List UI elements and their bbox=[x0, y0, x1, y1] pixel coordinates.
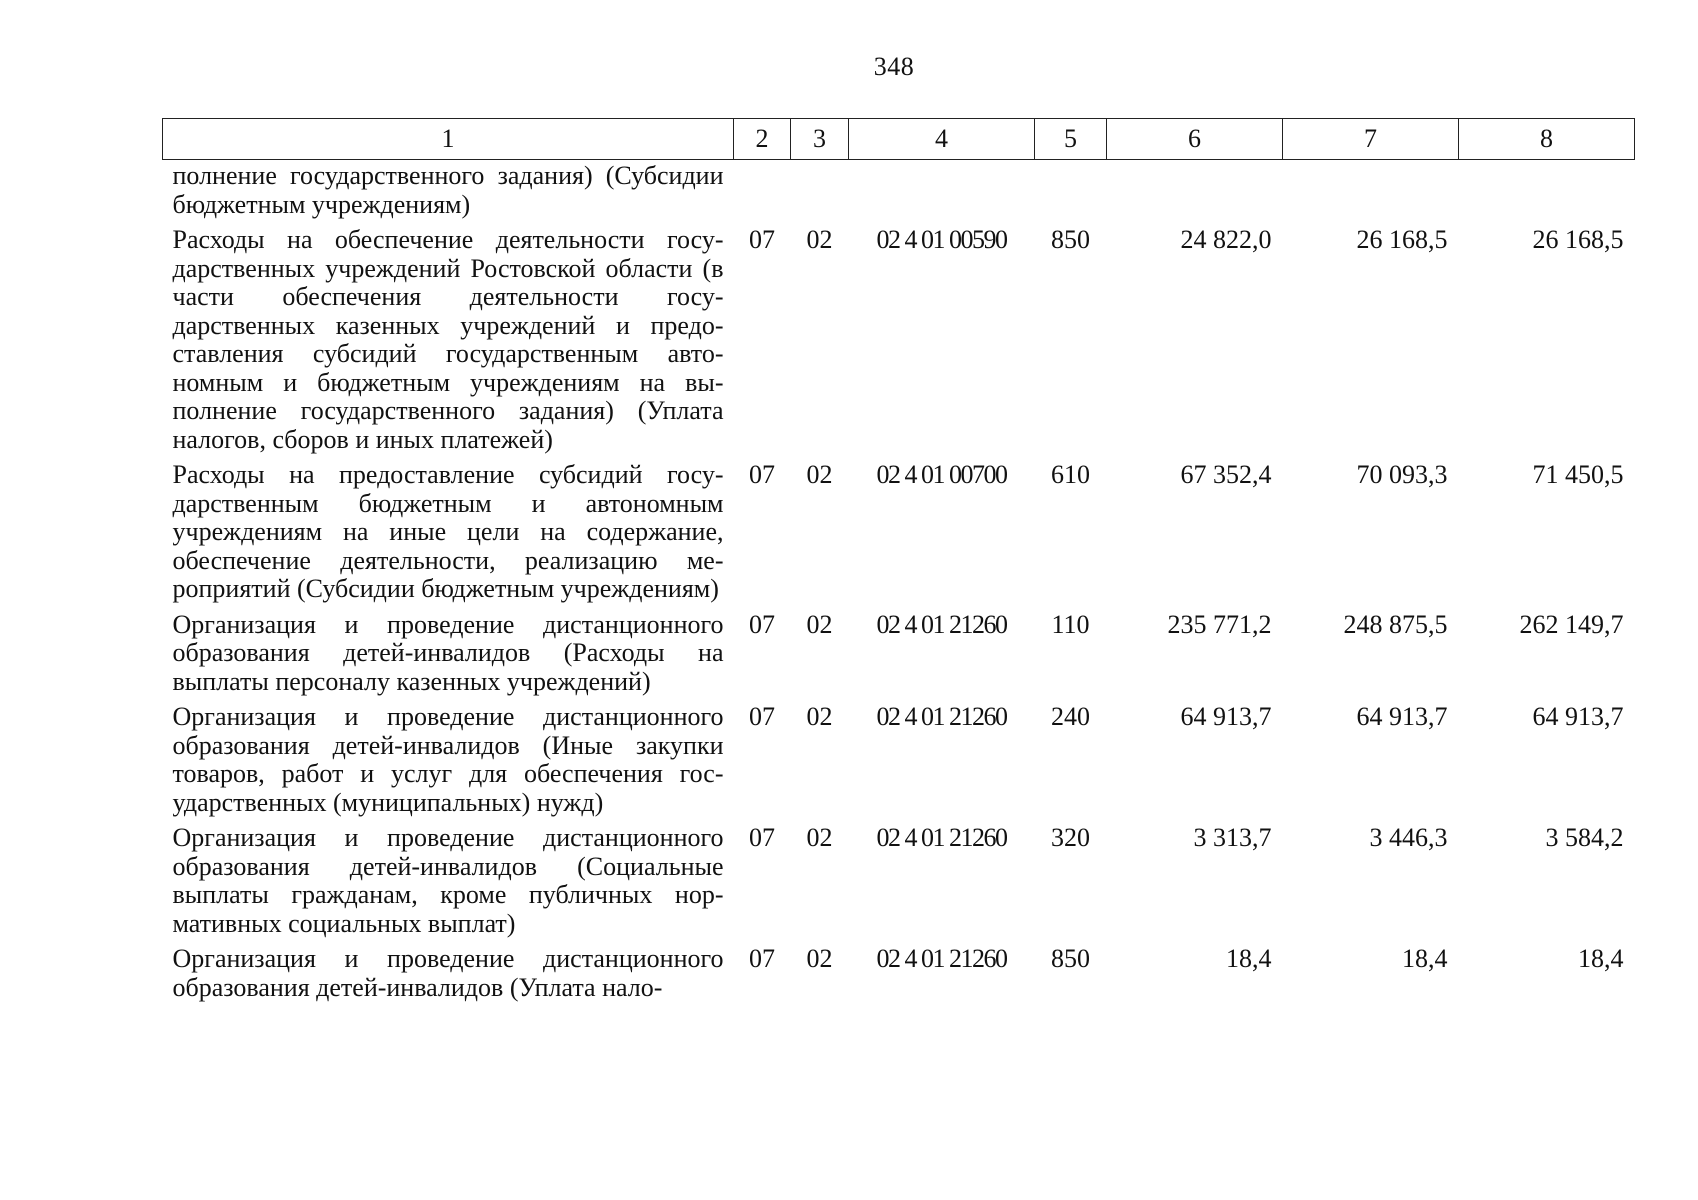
row-amount-col7: 3 446,3 bbox=[1369, 823, 1448, 852]
row-expense-type: 240 bbox=[1051, 702, 1090, 731]
header-col-7: 7 bbox=[1283, 119, 1459, 160]
row-amount-col8 bbox=[1459, 160, 1635, 227]
table-row bbox=[163, 461, 1635, 611]
table-row bbox=[163, 703, 1635, 824]
row-description: Организация и проведение дистанционного образования детей-инвалидов (Расходы на выплаты персоналу казенных учреждений) bbox=[172, 609, 724, 696]
row-expense-type: 850 bbox=[1051, 225, 1090, 254]
page-number: 348 bbox=[873, 52, 915, 81]
row-section: 07 bbox=[749, 609, 775, 639]
row-expense-type: 850 bbox=[1051, 944, 1090, 973]
budget-table bbox=[162, 118, 1635, 1009]
header-col-1: 1 bbox=[163, 119, 734, 160]
row-expense-type: 320 bbox=[1051, 823, 1090, 852]
header-col-6: 6 bbox=[1107, 119, 1283, 160]
row-subsection: 02 bbox=[806, 225, 833, 254]
row-description: Расходы на обеспечение деятельности государственных учреждений Ростовской области (в части обеспечения деятельности государственных казенных учреждений и предоставления субсидий государственным автономным и бюджетным учреждениям на выполнение государственного задания) (Уплата налогов, сборов и иных платежей) bbox=[172, 225, 724, 454]
row-section: 07 bbox=[749, 225, 775, 254]
row-target-article: 02 4 01 21260 bbox=[876, 609, 1007, 639]
table-body bbox=[163, 160, 1635, 1010]
row-expense-type bbox=[1035, 160, 1107, 227]
row-target-article: 02 4 01 00700 bbox=[876, 460, 1007, 489]
header-col-2: 2 bbox=[734, 119, 791, 160]
row-amount-col6: 3 313,7 bbox=[1193, 823, 1272, 852]
header-col-4: 4 bbox=[849, 119, 1035, 160]
row-expense-type: 110 bbox=[1051, 609, 1090, 639]
row-subsection: 02 bbox=[806, 609, 833, 639]
row-subsection: 02 bbox=[806, 823, 833, 852]
row-section: 07 bbox=[749, 944, 775, 973]
row-section: 07 bbox=[749, 702, 775, 731]
header-row bbox=[163, 119, 1635, 160]
row-subsection: 02 bbox=[806, 702, 833, 731]
row-amount-col7: 70 093,3 bbox=[1356, 460, 1448, 489]
header-col-3: 3 bbox=[791, 119, 849, 160]
row-section: 07 bbox=[749, 823, 775, 852]
header-col-5: 5 bbox=[1035, 119, 1107, 160]
row-amount-col6 bbox=[1107, 160, 1283, 227]
row-amount-col8: 3 584,2 bbox=[1545, 823, 1624, 852]
row-amount-col6: 64 913,7 bbox=[1180, 702, 1272, 731]
row-amount-col6: 18,4 bbox=[1226, 944, 1272, 973]
row-amount-col6: 24 822,0 bbox=[1180, 225, 1272, 254]
row-amount-col7: 26 168,5 bbox=[1356, 225, 1448, 254]
table-row bbox=[163, 824, 1635, 945]
table-row bbox=[163, 160, 1635, 227]
row-amount-col7 bbox=[1283, 160, 1459, 227]
row-subsection bbox=[791, 160, 849, 227]
row-target-article: 02 4 01 00590 bbox=[876, 225, 1007, 254]
row-amount-col6: 235 771,2 bbox=[1167, 609, 1272, 639]
header-col-8: 8 bbox=[1459, 119, 1635, 160]
row-target-article: 02 4 01 21260 bbox=[876, 823, 1007, 852]
row-target-article: 02 4 01 21260 bbox=[876, 944, 1007, 973]
row-target-article: 02 4 01 21260 bbox=[876, 702, 1007, 731]
row-subsection: 02 bbox=[806, 460, 833, 489]
row-description: Организация и проведение дистанционного образования детей-инвалидов (Уплата нало- bbox=[172, 944, 724, 1002]
row-amount-col7: 248 875,5 bbox=[1343, 609, 1448, 639]
row-description: полнение государственного задания) (Субсидии бюджетным учреждениям) bbox=[172, 161, 724, 219]
row-description: Расходы на предоставление субсидий государственным бюджетным и автономным учреждениям на иные цели на содержание, обеспечение деятельности, реализацию мероприятий (Субсидии бюджетным учреждениям) bbox=[172, 460, 724, 603]
row-amount-col6: 67 352,4 bbox=[1180, 460, 1272, 489]
table-header bbox=[163, 119, 1635, 160]
row-section: 07 bbox=[749, 460, 775, 489]
table-row bbox=[163, 945, 1635, 1009]
table-row bbox=[163, 611, 1635, 704]
row-amount-col8: 18,4 bbox=[1578, 944, 1624, 973]
row-expense-type: 610 bbox=[1051, 460, 1090, 489]
row-subsection: 02 bbox=[806, 944, 833, 973]
row-amount-col8: 262 149,7 bbox=[1519, 609, 1624, 639]
table-row bbox=[163, 226, 1635, 461]
row-section bbox=[734, 160, 791, 227]
row-description: Организация и проведение дистанционного образования детей-инвалидов (Иные закупки товаров, работ и услуг для обеспечения государственных (муниципальных) нужд) bbox=[172, 702, 724, 817]
row-amount-col8: 71 450,5 bbox=[1532, 460, 1624, 489]
row-amount-col8: 26 168,5 bbox=[1532, 225, 1624, 254]
row-target-article bbox=[849, 160, 1035, 227]
row-amount-col8: 64 913,7 bbox=[1532, 702, 1624, 731]
row-amount-col7: 18,4 bbox=[1402, 944, 1448, 973]
row-amount-col7: 64 913,7 bbox=[1356, 702, 1448, 731]
row-description: Организация и проведение дистанционного образования детей-инвалидов (Социальные выплаты гражданам, кроме публичных нормативных социальных выплат) bbox=[172, 823, 724, 938]
